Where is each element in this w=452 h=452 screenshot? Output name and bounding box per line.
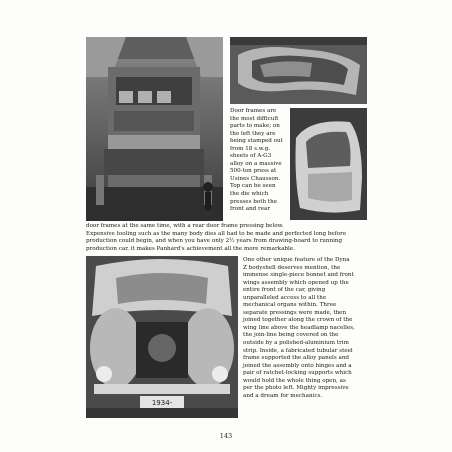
rear-door-frame-photo xyxy=(290,108,367,220)
license-plate-text: 1934- xyxy=(151,399,173,407)
door-frames-caption: Door frames are the most difficult parts to make; on the left they are being stamped out from 18 s.w.g. sheets of A-G3 alloy on a massive 500-ton press at Usines Chausson. Top can be seen the die which presses both the front and rear xyxy=(230,108,283,213)
page-number: 143 xyxy=(219,432,233,440)
door-frame-die-photo xyxy=(230,37,367,104)
body-paragraph-bonnet: One other unique feature of the Dyna Z bodyshell deserves mention, the immense single-piece bonnet and front wings assembly which opened up the entire front of the car, giving unparalleled access to all the mechanical organs within. Three separate pressings were made, then joined together along the crown of the wing line above the headlamp nacelles, the join-line being covered on the outside by a polished-aluminium trim strip. Inside, a fabricated tubular steel frame supported the alloy panels and joined the assembly onto hinges and a pair of ratchet-locking supports which would hold the whole thing open, as per the photo left. Mighty impressive and a dream for mechanics. xyxy=(243,257,355,399)
body-paragraph-production: door frames at the same time, with a rear door frame pressing below. Expensive tooling such as the many body dies all had to be made and perfected long before production could begin, and when you have only 2½ years from drawing-board to running production car, it makes Panhard's achievement all the more remarkable. xyxy=(86,223,347,252)
open-bonnet-car-photo xyxy=(86,256,238,418)
press-machine-photo xyxy=(86,37,223,221)
